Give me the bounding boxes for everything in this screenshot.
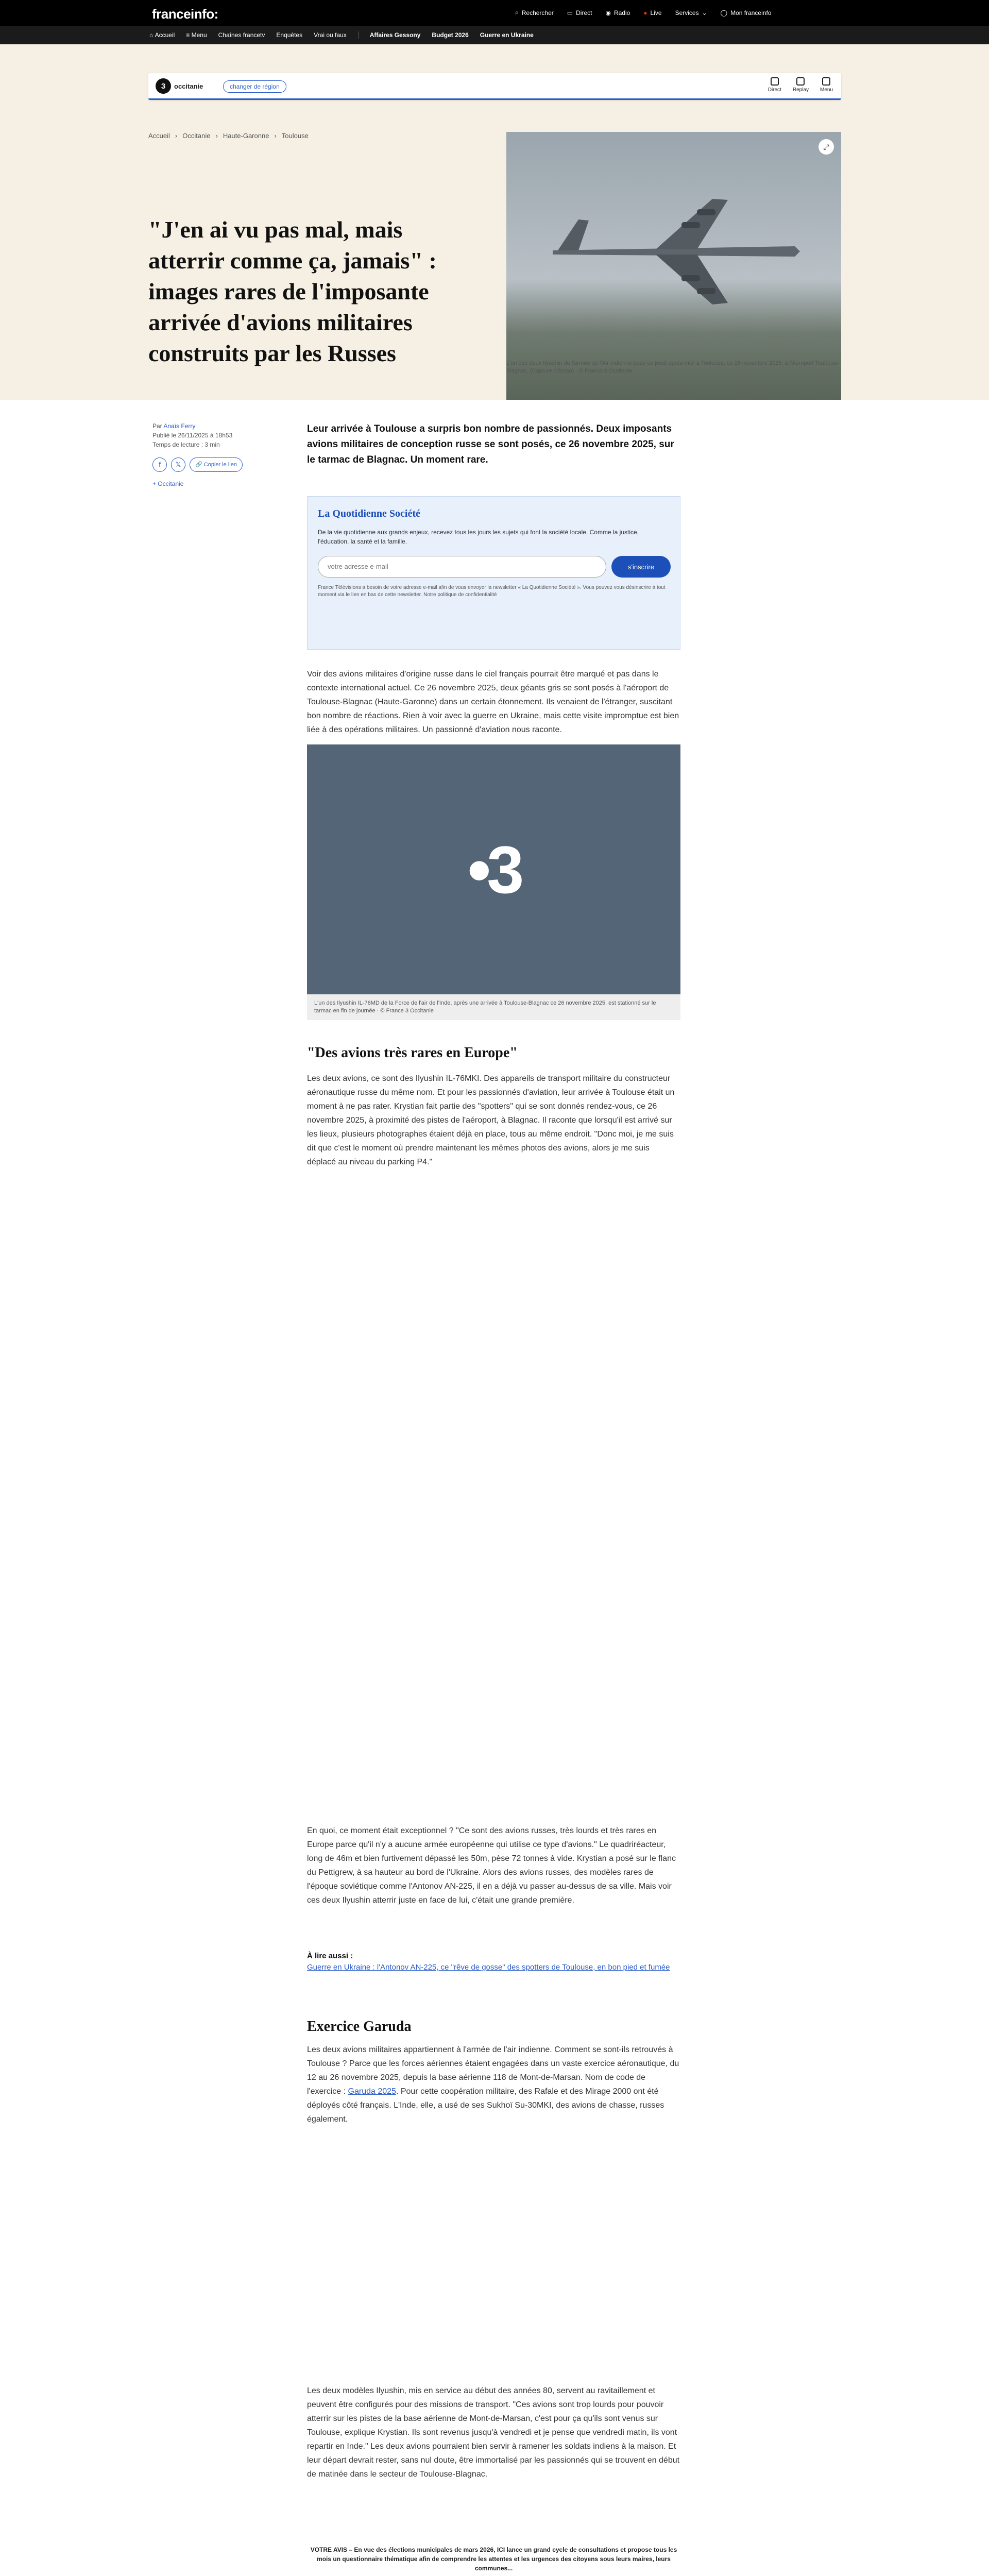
hero-caption: L'un des deux Ilyushin de l'armée de l'Air indienne posé ce jeudi après-midi à Toulouse, ce 26 novembre 2025, à l'Aéroport Toulouse-Blagnac. (Capture d'écran) · © France 3 Occitanie [506,360,840,374]
copy-link-button[interactable]: 🔗 Copier le lien [190,457,243,472]
newsletter-title: La Quotidienne Société [318,508,420,519]
france3-icon: 3 [156,78,171,94]
subscribe-button[interactable]: s'inscrire [611,556,671,578]
link-icon: 🔗 [195,462,202,468]
read-also-link[interactable]: Guerre en Ukraine : l'Antonov AN-225, ce "rêve de gosse" des spotters de Toulouse, en bon pied et fumée [307,1963,670,1972]
tv-icon: ▭ [567,9,573,16]
menu-icon [822,77,830,86]
top-nav-search[interactable]: ⌕ Rechercher [515,9,554,16]
email-field[interactable]: votre adresse e-mail [318,556,606,578]
franceinfo-logo[interactable]: franceinfo: [152,6,218,22]
breadcrumb-toulouse[interactable]: Toulouse [281,132,309,140]
chevron-down-icon: ⌄ [702,9,707,16]
x-icon[interactable]: 𝕏 [171,457,185,472]
replay-icon [796,77,805,86]
user-icon: ◯ [720,9,728,16]
top-nav-direct[interactable]: ▭ Direct [567,9,592,16]
divider [358,31,359,39]
menu-button[interactable]: Menu [820,77,833,93]
garuda-link[interactable]: Garuda 2025 [348,2087,396,2096]
subnav-affaires[interactable]: Affaires Gessony [369,31,421,39]
subnav-ukraine[interactable]: Guerre en Ukraine [480,31,534,39]
home-icon: ⌂ [149,31,154,39]
paragraph: Les deux avions militaires appartiennent à l'armée de l'air indienne. Comment se sont-ils retrouvés à Toulouse ? Parce que les forces aériennes étaient engagées dans un vaste exercice aéronautique, du 12 au 26 novembre 2025, depuis la base aérienne 118 de Mont-de-Marsan. Nom de code de l'exercice : Garuda 2025. Pour cette coopération militaire, des Rafale et des Mirage 2000 ont été déployés côté français. L'Inde, elle, a usé de ses Sukhoï Su-30MKI, des avions de chasse, russes également. [307,2045,679,2124]
article-meta: Par Anaïs Ferry Publié le 26/11/2025 à 18h53 Temps de lecture : 3 min f 𝕏 🔗 Copier le lien + Occitanie [152,421,271,488]
top-nav-account[interactable]: ◯ Mon franceinfo [720,9,772,16]
search-icon: ⌕ [515,9,519,16]
share-bar [152,457,271,472]
paragraph: Les deux avions, ce sont des Ilyushin IL-76MKI. Des appareils de transport militaire du constructeur aéronautique russe du même nom. Et pour les passionnés d'aviation, leur arrivée à Toulouse était un moment à ne pas rater. Krystian fait partie des "spotters" qui se sont donnés rendez-vous, ce 26 novembre 2025, à proximité des pistes de l'aéroport, à Blagnac. Il raconte que lorsqu'il est arrivé sur les lieux, plusieurs photographes étaient déjà en place, tous au même endroit. "Donc moi, je me suis dit que c'est le moment où prendre maintenant les mêmes photos des avions, alors je me suis déplacé au niveau du parking P4." [307,1074,675,1166]
breadcrumb-home[interactable]: Accueil [148,132,170,140]
newsletter-desc: De la vie quotidienne aux grands enjeux, recevez tous les jours les sujets qui font la société locale. Comme la justice, l'éducation, la santé et la famille. [318,529,639,545]
breadcrumb-occitanie[interactable]: Occitanie [182,132,211,140]
author-link[interactable]: Anaïs Ferry [163,422,196,430]
video-caption: L'un des Ilyushin IL-76MD de la Force de l'air de l'Inde, après une arrivée à Toulouse-Blagnac ce 26 novembre 2025, est stationné sur le tarmac en fin de journée · © France 3 Occitanie [307,994,680,1020]
section-heading: "Des avions très rares en Europe" [307,1045,518,1061]
replay-button[interactable]: Replay [793,77,809,93]
breadcrumb-haute-garonne[interactable]: Haute-Garonne [223,132,269,140]
menu-icon: ≡ [186,31,190,39]
live-icon: ● [643,9,647,16]
subnav-chaines[interactable]: Chaînes francetv [218,31,265,39]
reading-time: Temps de lecture : 3 min [152,441,220,448]
video-player[interactable] [307,744,680,994]
subnav-menu[interactable]: ≡ Menu [186,31,207,39]
breadcrumb: Accueil › Occitanie › Haute-Garonne › Toulouse [148,132,309,140]
top-nav-radio[interactable]: ◉ Radio [605,9,630,16]
region-bar [148,73,841,100]
facebook-icon[interactable]: f [152,457,167,472]
top-bar [0,0,989,26]
newsletter-legal: France Télévisions a besoin de votre adresse e-mail afin de vous envoyer la newsletter « La Quotidienne Société ». Vous pouvez vous désinscrire à tout moment via le lien en bas de cette newsletter. Notre politique de confidentialité [318,585,666,598]
page-title: "J'en ai vu pas mal, mais atterrir comme ça, jamais" : images rares de l'imposante arrivée d'avions militaires construits par les Russes [148,216,437,366]
top-nav-services[interactable]: Services ⌄ [675,9,707,16]
subnav-vrai-faux[interactable]: Vrai ou faux [314,31,347,39]
read-also: À lire aussi : Guerre en Ukraine : l'Antonov AN-225, ce "rêve de gosse" des spotters de Toulouse, en bon pied et fumée [307,1952,670,1972]
france3-logo: •3 [467,832,520,907]
paragraph: Voir des avions militaires d'origine russe dans le ciel français pourrait être marqué et pas dans le contexte international actuel. Ce 26 novembre 2025, deux géants gris se sont posés à l'aéroport de Toulouse-Blagnac (Haute-Garonne) dans un certain étonnement. Ils venaient de l'étranger, suscitant bon nombre de réactions. Rien à voir avec la guerre en Ukraine, mais cette visite impromptue est bien liée à des opérations militaires. Un passionné d'aviation nous raconte. [307,670,679,734]
subnav-enquetes[interactable]: Enquêtes [276,31,303,39]
paragraph: Les deux modèles Ilyushin, mis en service au début des années 80, servent au ravitaillement et peuvent être configurés pour des missions de transport. "Ces avions sont trop lourds pour pouvoir atterrir sur les pistes de la base aérienne de Mont-de-Marsan, c'est pour ça qu'ils sont venus sur Toulouse, explique Krystian. Ils sont revenus jusqu'à vendredi et je pense que vendredi matin, ils vont repartir en Inde." Les deux avions pourraient bien servir à ramener les soldats indiens à la maison. Et leur départ devrait rester, sans nul doute, être immortalisé par les passionnés qui se trouvent en début de matinée dans le secteur de Toulouse-Blagnac. [307,2386,680,2479]
section-heading: Exercice Garuda [307,2019,412,2035]
subnav-home[interactable]: ⌂ Accueil [149,31,175,39]
sub-nav [0,26,989,44]
publish-date: Publié le 26/11/2025 à 18h53 [152,432,233,439]
region-logo[interactable]: 3 occitanie [156,78,203,94]
play-icon [771,77,779,86]
follow-topic-button[interactable]: + Occitanie [152,480,184,487]
airplane-illustration [542,189,805,312]
radio-icon: ◉ [605,9,611,16]
top-nav-live[interactable]: ● Live [643,9,662,16]
change-region-button[interactable]: changer de région [223,80,286,93]
article-lead: Leur arrivée à Toulouse a surpris bon nombre de passionnés. Deux imposants avions militaires de conception russe se sont posés, ce 26 novembre 2025, sur le tarmac de Blagnac. Un moment rare. [307,423,674,465]
paragraph: En quoi, ce moment était exceptionnel ? "Ce sont des avions russes, très lourds et très rares en Europe parce qu'il n'y a aucune armée européenne qui utilise ce type d'avions." Le quadriréacteur, long de 46m et bien furtivement dépassé les 50m, pèse 72 tonnes à vide. Krystian a posé sur le flanc du Pettigrew, à sa hauteur au bord de l'Ukraine. Alors des avions russes, des modèles rares de l'époque soviétique comme l'Antonov AN-225, il en a déjà vu passer au-dessus de sa ville. Mais voir ces deux Ilyushin atterrir juste en face de lui, c'était une grande première. [307,1826,676,1905]
hero-section [0,44,989,400]
info-box: VOTRE AVIS – En vue des élections municipales de mars 2026, ICI lance un grand cycle de consultations et propose tous les mois un questionnaire thématique afin de comprendre les attentes et les urgences des citoyens sous leurs maires, leurs communes... [310,2546,677,2572]
top-nav [515,9,771,16]
subnav-budget[interactable]: Budget 2026 [432,31,469,39]
direct-button[interactable]: Direct [768,77,781,93]
expand-icon[interactable]: ⤢ [819,139,834,155]
newsletter-box [307,496,680,650]
